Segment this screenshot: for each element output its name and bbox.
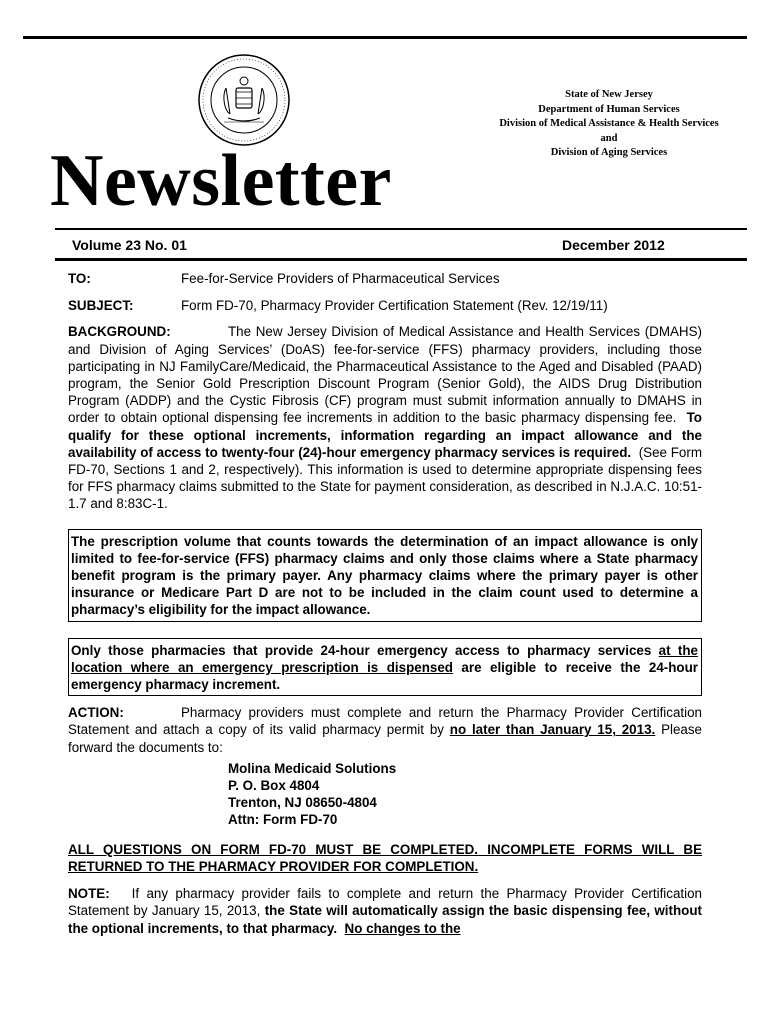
address-line-name: Molina Medicaid Solutions bbox=[228, 760, 397, 776]
volume-number: Volume 23 No. 01 bbox=[72, 237, 187, 253]
to-row bbox=[68, 270, 702, 287]
background-paragraph bbox=[68, 323, 702, 512]
volume-rule-bottom bbox=[55, 258, 747, 261]
masthead-title: Newsletter bbox=[50, 140, 392, 222]
background-label: BACKGROUND: bbox=[68, 324, 171, 340]
agency-block bbox=[478, 88, 740, 161]
subject-value: Form FD-70, Pharmacy Provider Certification Statement (Rev. 12/19/11) bbox=[181, 298, 608, 314]
impact-allowance-text: The prescription volume that counts towards the determination of an impact allowance is only limited to fee-for-service (FFS) pharmacy claims and only those claims where a State pharmacy benefit program is the primary payer. Any pharmacy claims where the primary payer is other insurance or Medicare Part D are not to be included in the claim count used to determine a pharmacy’s eligibility for the impact allowance. bbox=[71, 533, 698, 618]
address-line-city: Trenton, NJ 08650-4804 bbox=[228, 795, 377, 811]
agency-line-state: State of New Jersey bbox=[565, 89, 653, 100]
action-label: ACTION: bbox=[68, 705, 124, 721]
subject-row bbox=[68, 297, 702, 314]
mailing-address bbox=[228, 760, 702, 829]
note-text: If any pharmacy provider fails to complete and return the Pharmacy Provider Certification Statement by January 15, 2013, bbox=[68, 886, 702, 919]
agency-line-and: and bbox=[600, 132, 618, 144]
impact-allowance-notice bbox=[68, 529, 702, 622]
background-bold-text: To qualify for these optional increments, information regarding an impact allowance and the availability of access to twenty-four (24)-hour emergency pharmacy services is required. bbox=[68, 410, 702, 460]
note-label: NOTE: bbox=[68, 886, 110, 902]
emergency-location-text: at the location where an emergency prescription is dispensed bbox=[71, 642, 698, 675]
newsletter-body bbox=[68, 270, 702, 937]
completion-warning: ALL QUESTIONS ON FORM FD-70 MUST BE COMPLETED. INCOMPLETE FORMS WILL BE RETURNED TO THE PHARMACY PROVIDER FOR COMPLETION. bbox=[68, 841, 702, 874]
background-text-continued: (See Form FD-70, Sections 1 and 2, respectively). This information is used to determine appropriate dispensing fees for FFS pharmacy claims submitted to the State for payment consideration, as described in N.J.A.C. 10:51-1.7 and 8:83C-1. bbox=[68, 444, 702, 512]
action-paragraph bbox=[68, 704, 702, 756]
agency-line-department: Department of Human Services bbox=[538, 103, 680, 115]
to-label: TO: bbox=[68, 271, 91, 286]
note-paragraph bbox=[68, 885, 702, 937]
subject-label: SUBJECT: bbox=[68, 298, 134, 314]
state-seal-icon bbox=[196, 52, 292, 148]
emergency-access-notice bbox=[68, 638, 702, 697]
background-text: The New Jersey Division of Medical Assistance and Health Services (DMAHS) and Division of Aging Services’ (DoAS) fee-for-service (FFS) pharmacy providers, including those participating in NJ FamilyCare/Medicaid, the Pharmaceutical Assistance to the Aged and Disabled (PAAD) program, the Senior Gold Prescription Discount Program (Senior Gold), the AIDS Drug Distribution Program (ADDP) and the Cystic Fibrosis (CF) program must submit information annually to DMAHS in order to obtain optional dispensing fee increments in addition to the basic pharmacy dispensing fee. bbox=[68, 324, 702, 426]
emergency-text-end: are eligible to receive the 24-hour emergency pharmacy increment. bbox=[71, 659, 698, 693]
address-line-po-box: P. O. Box 4804 bbox=[228, 778, 320, 794]
action-text: Pharmacy providers must complete and return the Pharmacy Provider Certification Statement and attach a copy of its valid pharmacy permit by bbox=[68, 705, 702, 738]
agency-line-doas: Division of Aging Services bbox=[550, 147, 668, 158]
note-underlined-text: No changes to the bbox=[344, 920, 461, 936]
volume-rule-top bbox=[55, 228, 747, 230]
top-rule bbox=[23, 36, 747, 39]
agency-line-dmahs: Division of Medical Assistance & Health Services bbox=[499, 118, 719, 129]
action-text-end: Please forward the documents to: bbox=[68, 722, 703, 755]
address-line-attn: Attn: Form FD-70 bbox=[228, 812, 338, 828]
note-bold-text: the State will automatically assign the basic dispensing fee, without the optional increments, to that pharmacy. bbox=[68, 903, 702, 936]
to-value: Fee-for-Service Providers of Pharmaceutical Services bbox=[181, 271, 500, 286]
issue-date: December 2012 bbox=[562, 237, 665, 253]
emergency-text: Only those pharmacies that provide 24-hour emergency access to pharmacy services bbox=[71, 642, 659, 658]
action-deadline: no later than January 15, 2013. bbox=[449, 722, 656, 738]
